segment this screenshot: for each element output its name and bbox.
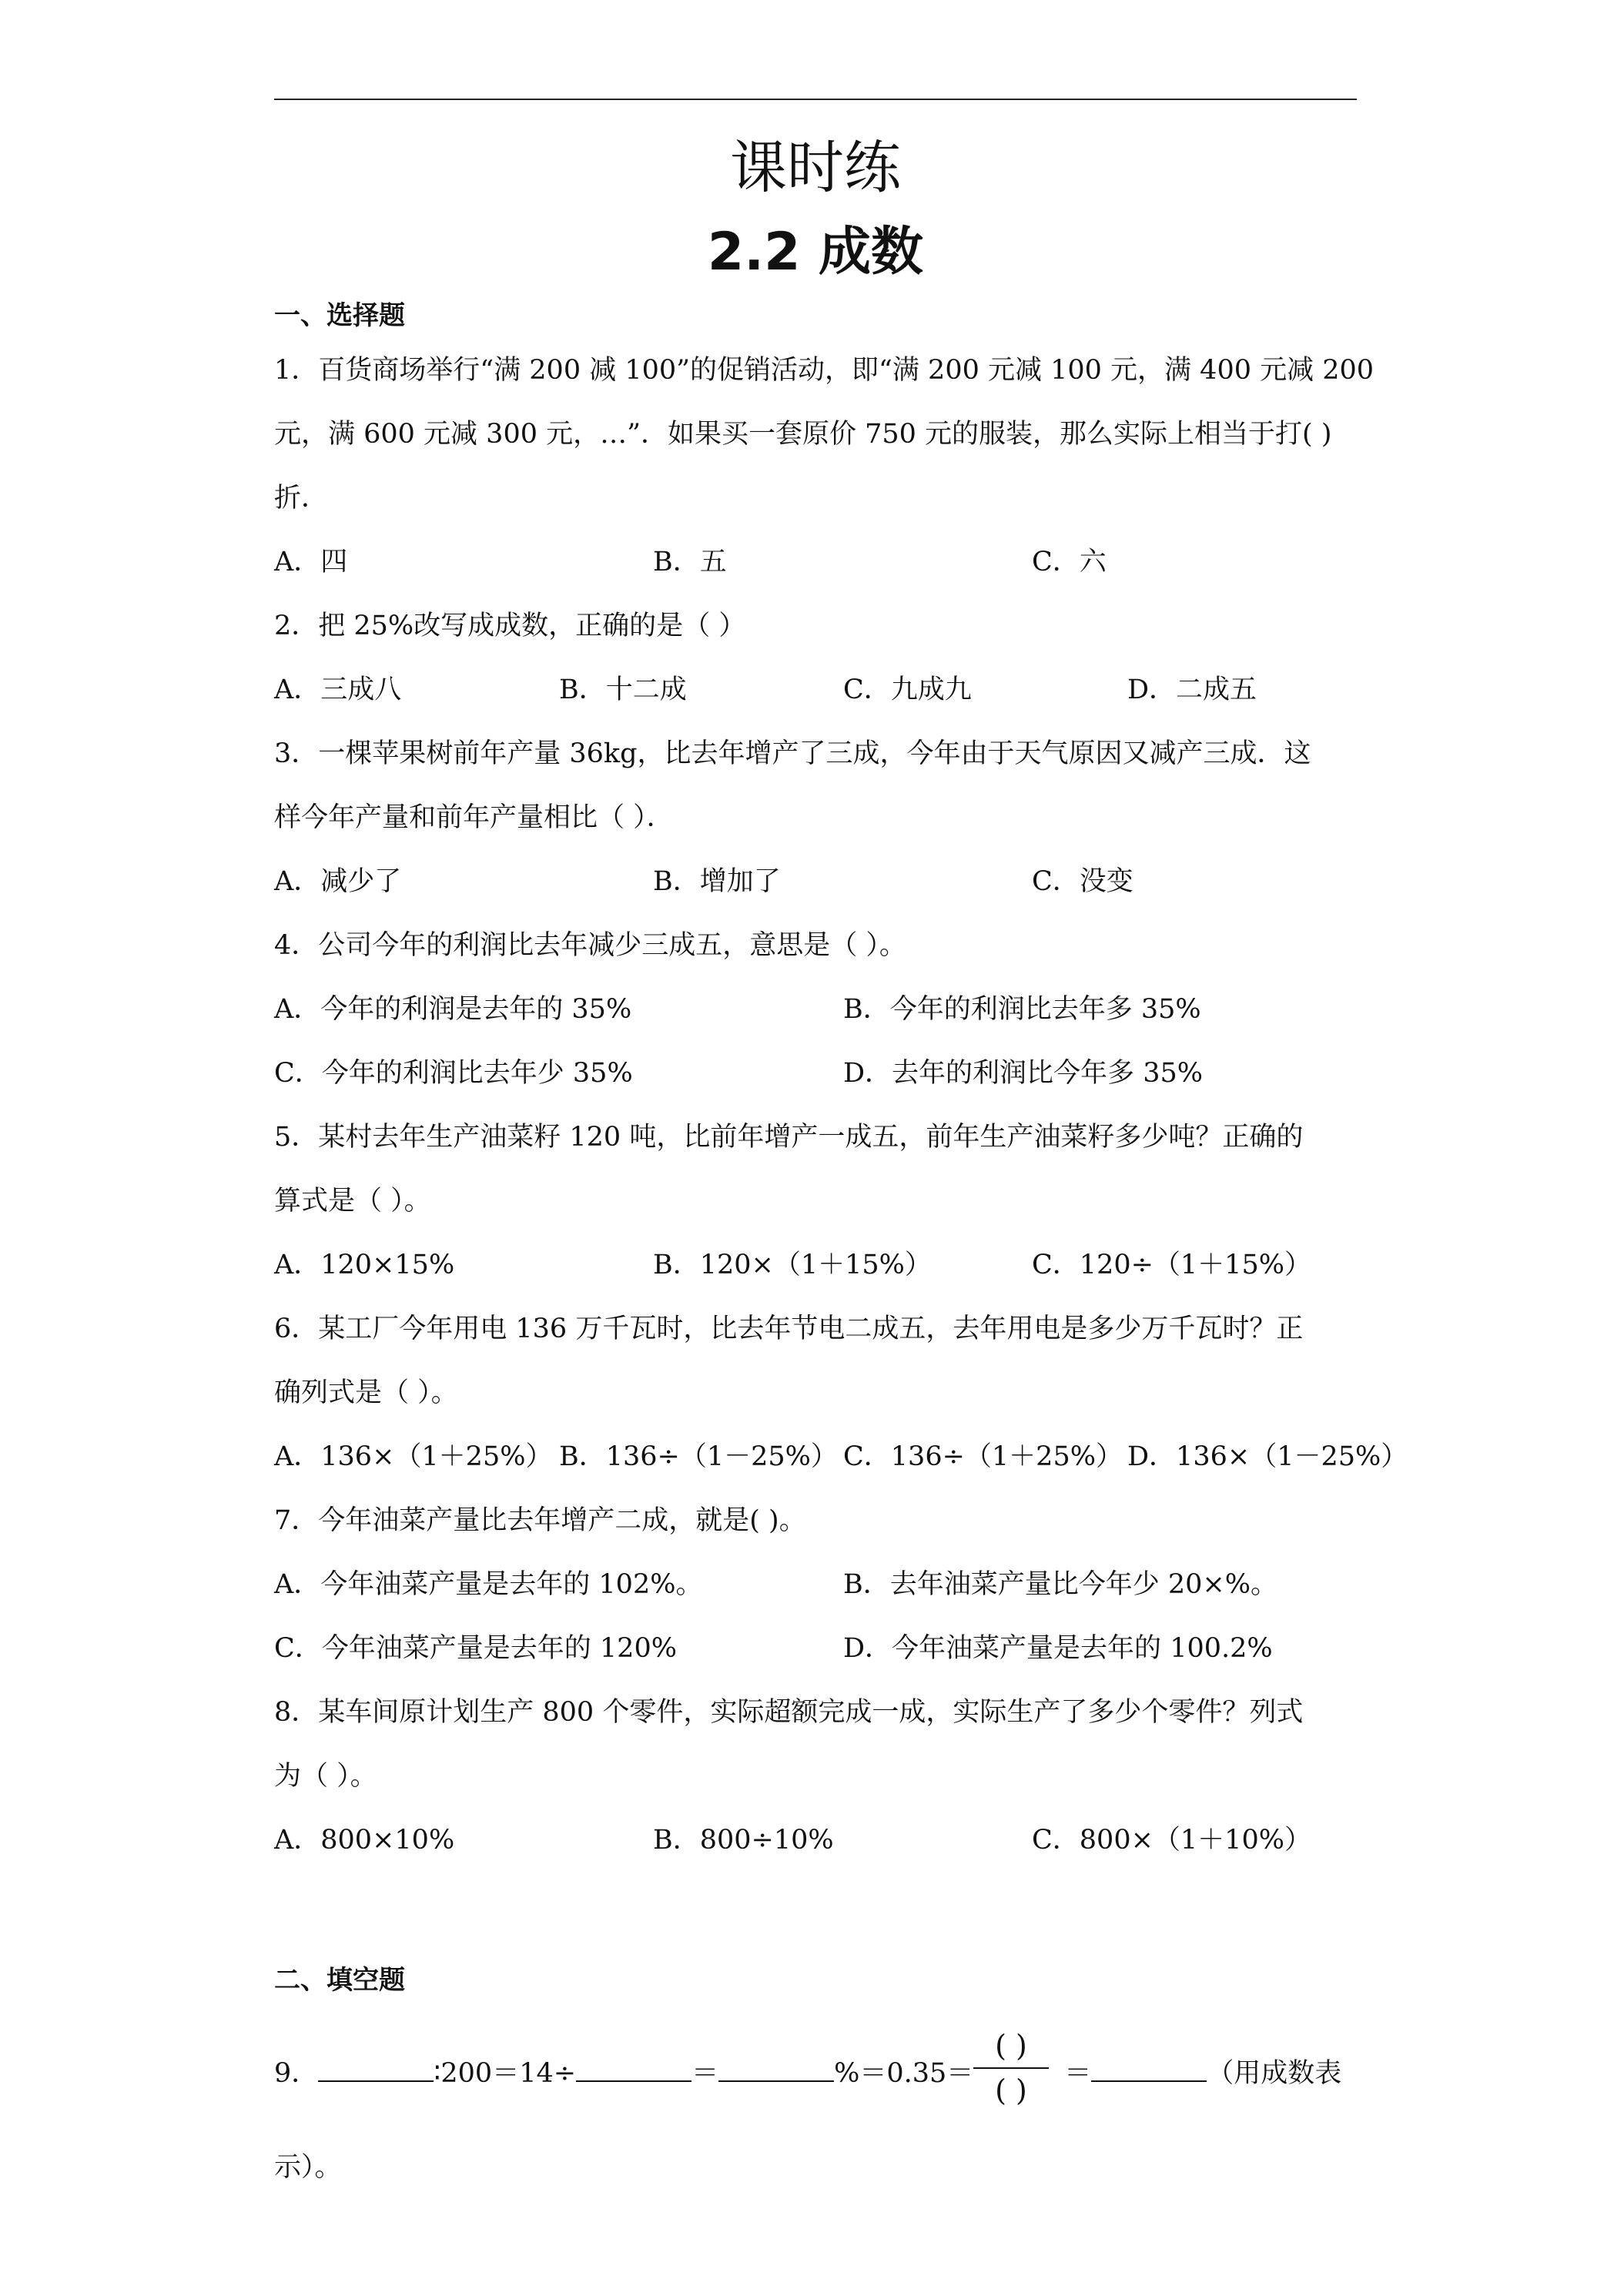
- question-5-line-2: 算式是（ ）。: [274, 1186, 431, 1217]
- question-9-text-4: ＝: [1064, 2058, 1092, 2089]
- question-8-option-c[interactable]: C．800×（1＋10%）: [1032, 1825, 1311, 1856]
- question-4-option-d[interactable]: D．去年的利润比今年多 35%: [843, 1058, 1203, 1089]
- question-4-option-a[interactable]: A．今年的利润是去年的 35%: [274, 994, 632, 1025]
- question-9-text-5: （用成数表: [1207, 2058, 1342, 2089]
- question-7-option-c[interactable]: C．今年油菜产量是去年的 120%: [274, 1633, 677, 1664]
- question-2-option-b[interactable]: B．十二成: [559, 674, 687, 705]
- fraction-denominator-blank[interactable]: ( ): [995, 2073, 1027, 2107]
- question-3-option-a[interactable]: A．减少了: [274, 866, 402, 897]
- question-7-option-b[interactable]: B．去年油菜产量比今年少 20×%。: [843, 1569, 1277, 1600]
- question-4-line-1: 4．公司今年的利润比去年减少三成五，意思是（ ）。: [274, 930, 906, 961]
- question-6-option-c[interactable]: C．136÷（1＋25%）: [843, 1441, 1123, 1472]
- answer-blank-4[interactable]: [1091, 2051, 1207, 2082]
- question-5-line-1: 5．某村去年生产油菜籽 120 吨，比前年增产一成五，前年生产油菜籽多少吨？正确的: [274, 1122, 1304, 1153]
- question-7-option-d[interactable]: D．今年油菜产量是去年的 100.2%: [843, 1633, 1273, 1664]
- question-7-option-a[interactable]: A．今年油菜产量是去年的 102%。: [274, 1569, 703, 1600]
- question-9-line-2: 示）。: [274, 2152, 342, 2183]
- question-6-option-b[interactable]: B．136÷（1－25%）: [559, 1441, 838, 1472]
- question-5-option-b[interactable]: B．120×（1＋15%）: [653, 1250, 932, 1280]
- question-5-option-c[interactable]: C．120÷（1＋15%）: [1032, 1250, 1311, 1280]
- page-subtitle: 2.2 成数: [707, 222, 924, 283]
- question-2-option-c[interactable]: C．九成九: [843, 674, 972, 705]
- question-6-line-2: 确列式是（ ）。: [274, 1377, 458, 1408]
- question-1-option-b[interactable]: B．五: [653, 547, 727, 577]
- answer-blank-1[interactable]: [318, 2051, 434, 2082]
- question-1-line-2: 元，满 600 元减 300 元，…”．如果买一套原价 750 元的服装，那么实际上相当于打( ): [274, 419, 1332, 450]
- question-9-text-3: %＝0.35＝: [834, 2058, 974, 2089]
- question-4-option-b[interactable]: B．今年的利润比去年多 35%: [843, 994, 1201, 1025]
- question-1-line-1: 1．百货商场举行“满 200 减 100”的促销活动，即“满 200 元减 100 元，满 400 元减 200: [274, 355, 1375, 386]
- section-heading-choice: 一、选择题: [274, 300, 405, 331]
- question-8-option-b[interactable]: B．800÷10%: [653, 1825, 834, 1856]
- question-3-line-2: 样今年产量和前年产量相比（ ）．: [274, 802, 674, 833]
- question-6-option-a[interactable]: A．136×（1＋25%）: [274, 1441, 553, 1472]
- question-3-option-c[interactable]: C．没变: [1032, 866, 1133, 897]
- question-1-option-c[interactable]: C．六: [1032, 547, 1107, 577]
- answer-fraction[interactable]: [969, 2027, 1053, 2111]
- page-title: 课时练: [730, 135, 901, 201]
- question-3-option-b[interactable]: B．增加了: [653, 866, 781, 897]
- question-9-text-2: ＝: [691, 2058, 719, 2089]
- question-6-line-1: 6．某工厂今年用电 136 万千瓦时，比去年节电二成五，去年用电是多少万千瓦时？正: [274, 1314, 1304, 1344]
- question-7-line-1: 7．今年油菜产量比去年增产二成，就是( )。: [274, 1505, 806, 1536]
- question-9-number: 9．: [274, 2058, 319, 2089]
- question-4-option-c[interactable]: C．今年的利润比去年少 35%: [274, 1058, 633, 1089]
- question-9-text-1: ∶200＝14÷: [434, 2058, 577, 2089]
- question-1-line-3: 折．: [274, 483, 329, 514]
- question-2-option-a[interactable]: A．三成八: [274, 674, 402, 705]
- answer-blank-2[interactable]: [576, 2051, 691, 2082]
- answer-blank-3[interactable]: [718, 2051, 834, 2082]
- question-2-line-1: 2．把 25%改写成成数，正确的是（ ）: [274, 611, 746, 641]
- top-divider: [274, 99, 1357, 100]
- question-8-option-a[interactable]: A．800×10%: [274, 1825, 455, 1856]
- question-6-option-d[interactable]: D．136×（1－25%）: [1127, 1441, 1408, 1472]
- question-8-line-1: 8．某车间原计划生产 800 个零件，实际超额完成一成，实际生产了多少个零件？列式: [274, 1697, 1304, 1728]
- section-heading-fill-in: 二、填空题: [274, 1965, 405, 1996]
- question-5-option-a[interactable]: A．120×15%: [274, 1250, 455, 1280]
- question-3-line-1: 3．一棵苹果树前年产量 36kg，比去年增产了三成，今年由于天气原因又减产三成．这: [274, 738, 1311, 769]
- fraction-numerator-blank[interactable]: ( ): [995, 2029, 1027, 2063]
- question-2-option-d[interactable]: D．二成五: [1127, 674, 1257, 705]
- question-8-line-2: 为（ ）。: [274, 1761, 377, 1792]
- fraction-bar: [973, 2067, 1049, 2069]
- question-1-option-a[interactable]: A．四: [274, 547, 348, 577]
- question-9-line-1: [274, 2051, 1357, 2093]
